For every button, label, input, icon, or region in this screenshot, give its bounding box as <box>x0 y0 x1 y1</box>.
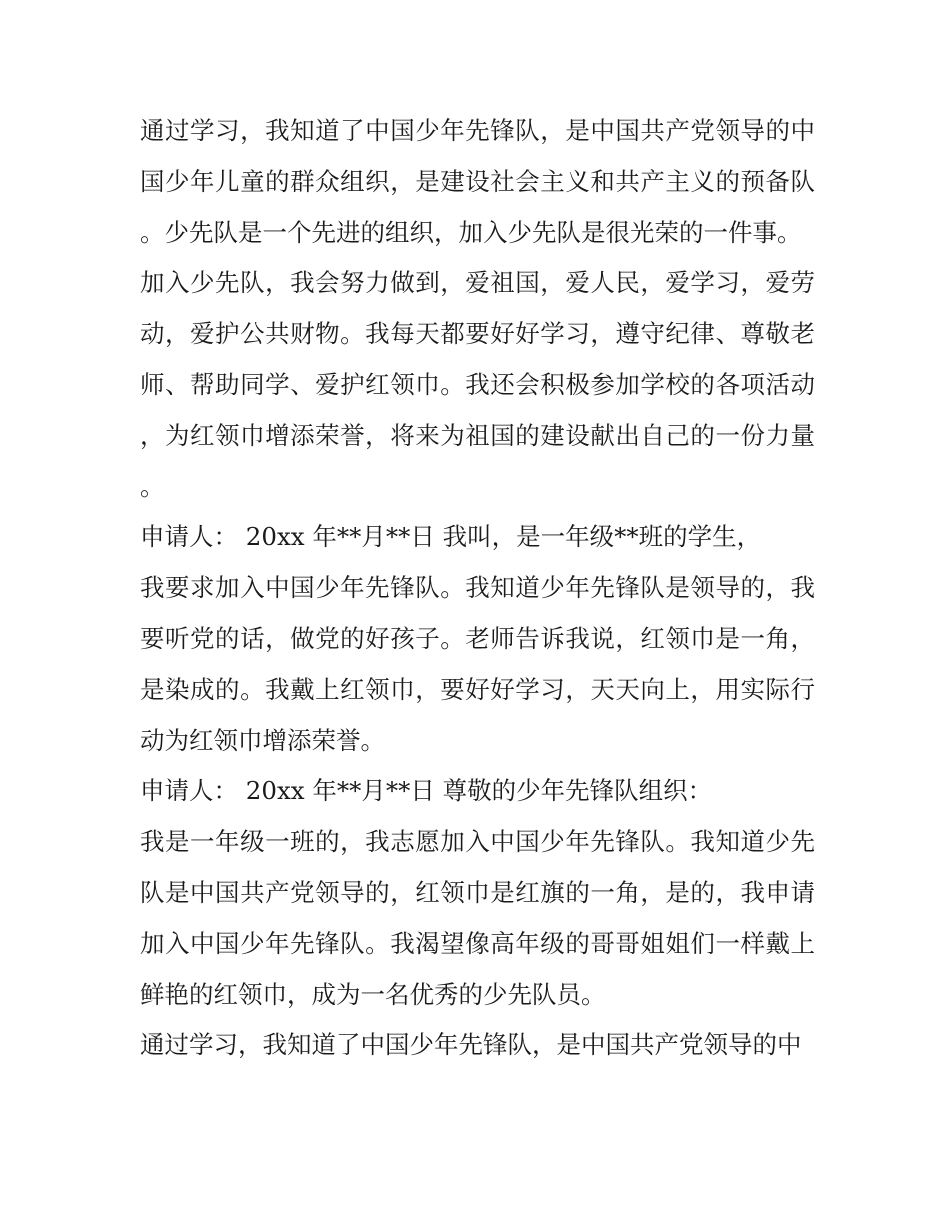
document-body <box>140 106 815 1071</box>
paragraph-request: 我要求加入中国少年先锋队。我知道少年先锋队是领导的，我要听党的话，做党的好孩子。老师告诉我说，红领巾是一角，是染成的。我戴上红领巾，要好好学习，天天向上，用实际行动为红领巾增添荣誉。 <box>140 573 815 755</box>
applicant-line-1: 申请人： 20xx 年**月**日 我叫，是一年级**班的学生， <box>140 522 762 552</box>
paragraph-pledge: 加入少先队，我会努力做到，爱祖国，爱人民，爱学习，爱劳动，爱护公共财物。我每天都要好好学习，遵守纪律、尊敬老师、帮助同学、爱护红领巾。我还会积极参加学校的各项活动，为红领巾增添荣誉，将来为祖国的建设献出自己的一份力量。 <box>140 268 815 501</box>
applicant-line-2: 申请人： 20xx 年**月**日 尊敬的少年先锋队组织： <box>140 776 713 806</box>
paragraph-intro: 通过学习，我知道了中国少年先锋队，是中国共产党领导的中国少年儿童的群众组织，是建设社会主义和共产主义的预备队。少先队是一个先进的组织，加入少先队是很光荣的一件事。 <box>140 116 815 247</box>
paragraph-volunteer: 我是一年级一班的，我志愿加入中国少年先锋队。我知道少先队是中国共产党领导的，红领巾是红旗的一角，是的，我申请加入中国少年先锋队。我渴望像高年级的哥哥姐姐们一样戴上鲜艳的红领巾，成为一名优秀的少先队员。 <box>140 827 815 1009</box>
paragraph-repeat: 通过学习，我知道了中国少年先锋队，是中国共产党领导的中 <box>140 1030 802 1060</box>
